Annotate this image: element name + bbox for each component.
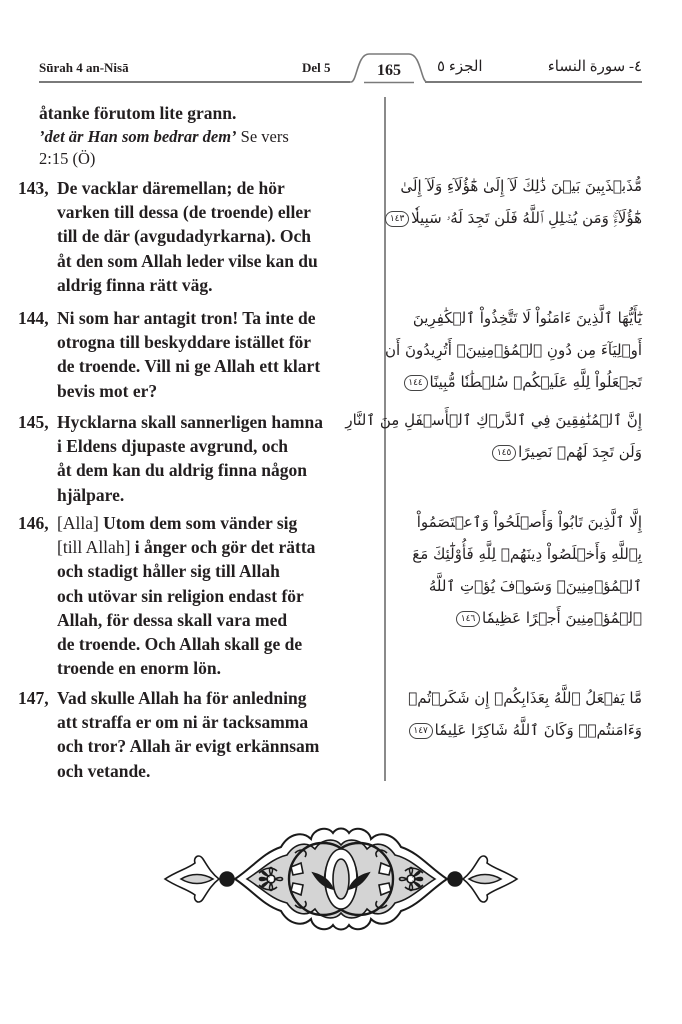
verse-144 xyxy=(18,306,348,403)
arabic-line xyxy=(389,202,642,234)
ayah-end-marker: ١٤٥ xyxy=(492,445,516,461)
ayah-end-marker: ١٤٣ xyxy=(385,211,409,227)
verse-line: Ni som har antagit tron! Ta inte de xyxy=(57,308,316,328)
verse-line: Hycklarna skall sannerligen hamna xyxy=(57,412,323,432)
verse-145 xyxy=(18,410,348,507)
bracketed-insertion: [till Allah] xyxy=(57,537,131,558)
verse-line: troende en enorm lön. xyxy=(57,658,221,679)
arabic-text: تَجۡعَلُواْ لِلَّهِ عَلَيۡكُمۡ سُلۡطَٰنٗا مُّبِينًا xyxy=(429,373,642,391)
verse-number: 144, xyxy=(18,308,49,328)
part-label-arabic: الجزء ٥ xyxy=(437,59,483,75)
arabic-line: مُّذَبۡذَبِينَ بَيۡنَ ذَٰلِكَ لَآ إِلَىٰ هَٰٓؤُلَآءِ وَلَآ إِلَىٰ xyxy=(400,177,642,195)
arabic-text: وَءَامَنتُمۡۚ وَكَانَ ٱللَّهُ شَاكِرًا عَلِيمٗا xyxy=(434,721,642,739)
verse-143 xyxy=(18,176,348,297)
arabic-line xyxy=(402,436,642,468)
arabic-verse-143 xyxy=(389,170,642,234)
verse-line: åt dem kan du aldrig finna någon xyxy=(57,460,307,481)
arabic-text: ٱلۡمُؤۡمِنِينَ أَجۡرًا عَظِيمٗا xyxy=(482,609,642,627)
footnote-line-2: 2:15 (Ö) xyxy=(39,149,96,168)
verse-line: och tror? Allah är evigt erkännsam xyxy=(57,736,320,757)
footnote-quote: ’det är Han som bedrar dem’ xyxy=(39,127,237,146)
arabic-line: بِٱللَّهِ وَأَخۡلَصُواْ دِينَهُمۡ لِلَّهِ فَأُوْلَٰٓئِكَ مَعَ xyxy=(412,545,642,563)
verse-line: i Eldens djupaste avgrund, och xyxy=(57,436,288,457)
verse-line: och stadigt håller sig till Allah xyxy=(57,561,280,582)
arabic-line: يَٰٓأَيُّهَا ٱلَّذِينَ ءَامَنُواْ لَا تَتَّخِذُواْ ٱلۡكَٰفِرِينَ xyxy=(412,309,642,327)
verse-line: och vetande. xyxy=(57,760,151,781)
verse-line: hjälpare. xyxy=(57,484,125,505)
arabic-line xyxy=(402,366,642,398)
continuation-text: åtanke förutom lite grann. xyxy=(39,103,237,123)
surah-name-arabic: ٤- سورة النساء xyxy=(547,59,642,75)
arabic-line xyxy=(402,602,642,634)
arabic-line: إِلَّا ٱلَّذِينَ تَابُواْ وَأَصۡلَحُواْ وَٱعۡتَصَمُواْ xyxy=(416,513,642,531)
footnote-ref: Se vers xyxy=(236,127,289,146)
arabic-line: أَوۡلِيَآءَ مِن دُونِ ٱلۡمُؤۡمِنِينَۚ أَتُرِيدُونَ أَن xyxy=(385,341,642,359)
arabesque-ornament-icon xyxy=(163,823,519,935)
column-divider xyxy=(384,97,386,781)
ayah-end-marker: ١٤٤ xyxy=(404,375,428,391)
verse-line: att straffa er om ni är tacksamma xyxy=(57,712,309,733)
verse-line: aldrig finna rätt väg. xyxy=(57,274,213,295)
running-head xyxy=(39,52,642,84)
arabic-verse-145 xyxy=(345,404,642,468)
verse-line: och utövar sin religion endast för xyxy=(57,585,304,606)
arabic-text: وَلَن تَجِدَ لَهُمۡ نَصِيرًا xyxy=(518,443,642,461)
footnote xyxy=(39,126,289,148)
arabic-line: مَّا يَفۡعَلُ ٱللَّهُ بِعَذَابِكُمۡ إِن شَكَرۡتُمۡ xyxy=(408,689,642,707)
surah-name-latin: Sūrah 4 an-Nisā xyxy=(39,60,129,75)
verse-line: de troende. Vill ni ge Allah ett klart xyxy=(57,356,321,377)
ayah-end-marker: ١٤٧ xyxy=(409,723,433,739)
verse-line: bevis mot er? xyxy=(57,380,158,401)
verse-line-text: i ånger och gör det rätta xyxy=(130,537,316,558)
verse-line-text: Utom dem som vänder sig xyxy=(98,513,298,533)
arabic-verse-147 xyxy=(402,682,642,746)
verse-number: 145, xyxy=(18,412,49,432)
verse-line: varken till dessa (de troende) eller xyxy=(57,202,311,223)
verse-number: 147, xyxy=(18,688,49,708)
arabic-text: هَٰٓؤُلَآءِۚ وَمَن يُضۡلِلِ ٱللَّهُ فَلَن تَجِدَ لَهُۥ سَبِيلٗا xyxy=(411,209,642,227)
verse-line: De vacklar däremellan; de hör xyxy=(57,178,285,198)
verse-number: 143, xyxy=(18,178,49,198)
verse-line: Allah, för dessa skall vara med xyxy=(57,609,288,630)
arabic-line: ٱلۡمُؤۡمِنِينَۖ وَسَوۡفَ يُؤۡتِ ٱللَّهُ xyxy=(428,577,642,595)
verse-line xyxy=(57,511,348,535)
verse-147 xyxy=(18,686,348,783)
header-rule-right xyxy=(425,81,642,83)
arabic-verse-146 xyxy=(402,506,642,634)
verse-line: otrogna till beskyddare istället för xyxy=(57,332,312,353)
arabic-line xyxy=(402,714,642,746)
verse-line xyxy=(57,535,348,559)
verse-146 xyxy=(18,511,348,680)
verse-line: åt den som Allah leder vilse kan du xyxy=(57,250,318,271)
page-number: 165 xyxy=(377,62,401,79)
header-rule-left xyxy=(39,81,350,83)
arabic-verse-144 xyxy=(385,302,642,398)
part-label-latin: Del 5 xyxy=(302,60,331,75)
bracketed-insertion: [Alla] xyxy=(57,513,99,533)
verse-line: Vad skulle Allah ha för anledning xyxy=(57,688,307,708)
verse-line: de troende. Och Allah skall ge de xyxy=(57,634,303,655)
ayah-end-marker: ١٤٦ xyxy=(456,611,480,627)
arabic-line: إِنَّ ٱلۡمُنَٰفِقِينَ فِي ٱلدَّرۡكِ ٱلۡأَسۡفَلِ مِنَ ٱلنَّارِ xyxy=(345,411,642,429)
verse-number: 146, xyxy=(18,513,49,533)
verse-line: till de där (avgudadyrkarna). Och xyxy=(57,226,311,247)
